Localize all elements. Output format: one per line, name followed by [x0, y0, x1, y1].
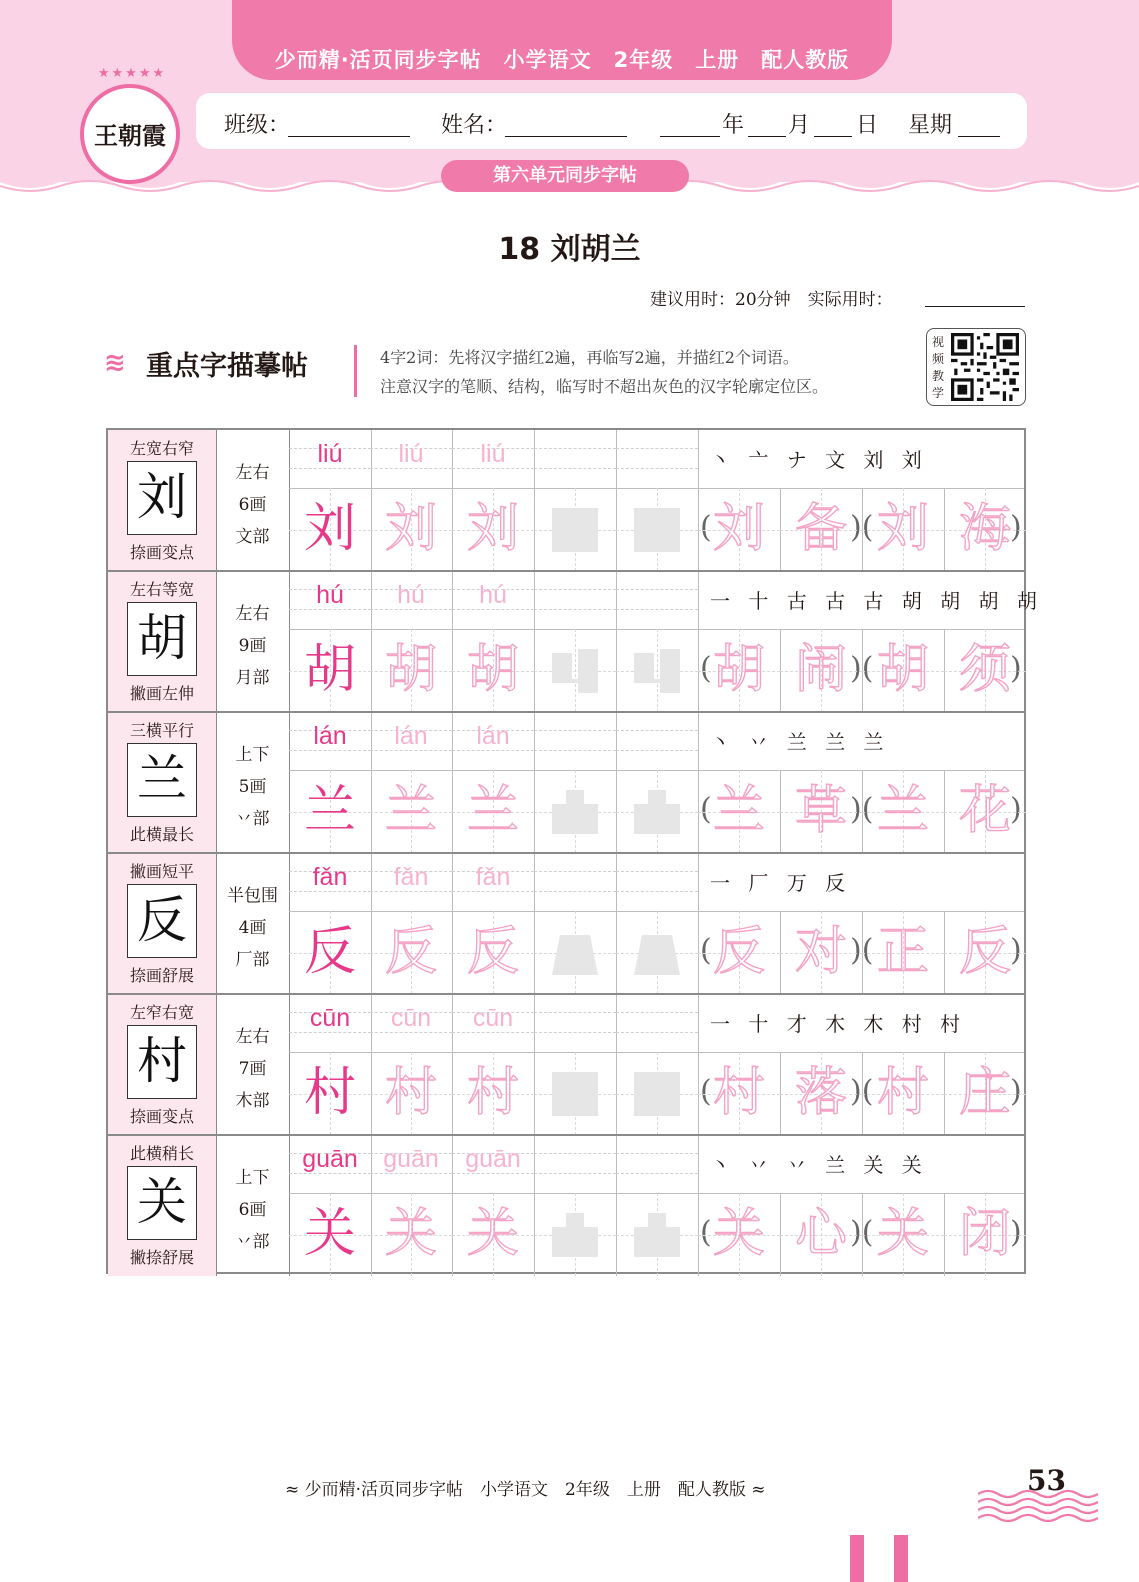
- pinyin: cūn: [309, 1004, 351, 1032]
- section-divider: [354, 345, 357, 397]
- word-area: ( )( ) 刘 备 刘 海: [698, 488, 1024, 571]
- writing-cell[interactable]: [289, 1193, 372, 1276]
- char-info: [216, 430, 290, 571]
- pinyin: cūn: [472, 1004, 514, 1032]
- radical-label: 月部: [235, 668, 270, 688]
- tip-bottom: 撇捺舒展: [129, 1248, 194, 1267]
- day-label: 日: [856, 113, 879, 138]
- pinyin-cell: [370, 853, 453, 912]
- trace-char[interactable]: 兰: [466, 781, 519, 841]
- writing-cell[interactable]: [616, 488, 699, 571]
- structure-label: 半包围: [227, 886, 278, 906]
- section-title: 重点字描摹帖: [146, 351, 308, 382]
- month-field[interactable]: [748, 136, 786, 137]
- outline-guide: [552, 1072, 598, 1116]
- word-trace-char[interactable]: 关: [876, 1204, 929, 1264]
- structure-label: 左右: [235, 1027, 270, 1047]
- pinyin-cell[interactable]: [616, 853, 699, 912]
- char-row: [108, 1135, 1024, 1276]
- pinyin-cell[interactable]: [616, 1135, 699, 1194]
- tip-panel: [108, 853, 217, 994]
- tip-top: 撇画短平: [129, 862, 194, 881]
- pinyin: hú: [397, 581, 425, 609]
- stroke-order: 丶 丷 丷 兰 关 关: [710, 1153, 928, 1177]
- writing-cell[interactable]: [534, 911, 617, 994]
- writing-cell[interactable]: [616, 911, 699, 994]
- trace-char[interactable]: 反: [384, 922, 437, 982]
- writing-cell[interactable]: [616, 770, 699, 853]
- pinyin-cell: [289, 994, 372, 1053]
- word-trace-char[interactable]: 刘: [876, 499, 929, 559]
- pinyin-cell[interactable]: [534, 1135, 617, 1194]
- unit-tab: 第六单元同步字帖: [441, 160, 689, 192]
- model-char: 反: [303, 922, 356, 982]
- demo-char: 村: [137, 1032, 187, 1090]
- radical-label: 厂部: [235, 950, 270, 970]
- word-trace-char[interactable]: 庄: [958, 1063, 1011, 1123]
- stroke-count: 6画: [238, 495, 267, 515]
- word-cell[interactable]: [862, 770, 945, 853]
- pinyin: lán: [394, 722, 428, 750]
- writing-cell[interactable]: [452, 1052, 535, 1135]
- pinyin: lán: [313, 722, 347, 750]
- word-trace-char[interactable]: 村: [712, 1063, 765, 1123]
- char-row: [108, 994, 1024, 1135]
- word-cell[interactable]: [862, 1052, 945, 1135]
- word-cell[interactable]: [698, 629, 781, 712]
- structure-label: 上下: [235, 1168, 270, 1188]
- series-title: 少而精·活页同步字帖 小学语文 2年级 上册 配人教版: [274, 48, 850, 72]
- year-field[interactable]: [660, 136, 720, 137]
- word-area: ( )( ) 胡 闹 胡 须: [698, 629, 1024, 712]
- pinyin: hú: [479, 581, 507, 609]
- word-area: ( )( ) 村 落 村 庄: [698, 1052, 1024, 1135]
- writing-cell[interactable]: [452, 488, 535, 571]
- lesson-title: 18 刘胡兰: [498, 232, 641, 267]
- word-trace-char[interactable]: 反: [712, 922, 765, 982]
- pinyin-cell[interactable]: [534, 853, 617, 912]
- page-edge-mark: [850, 1535, 864, 1582]
- tip-bottom: 捺画变点: [129, 1107, 194, 1126]
- trace-char[interactable]: 刘: [466, 499, 519, 559]
- pinyin-cell[interactable]: [616, 712, 699, 771]
- trace-char[interactable]: 村: [384, 1063, 437, 1123]
- outline-guide: [634, 931, 680, 975]
- stroke-order: 丶 亠 ナ 文 刘 刘: [710, 448, 928, 472]
- pinyin-cell: [289, 571, 372, 630]
- section-instruction-1: 4字2词：先将汉字描红2遍，再临写2遍，并描红2个词语。: [380, 348, 799, 367]
- demo-char: 刘: [137, 468, 187, 526]
- word-trace-char[interactable]: 须: [958, 640, 1011, 700]
- time-suggestion: 建议用时：20分钟 实际用时：: [650, 290, 893, 310]
- tip-panel: [108, 712, 217, 853]
- word-trace-char[interactable]: 闹: [794, 640, 847, 700]
- tip-top: 左右等宽: [129, 580, 194, 599]
- writing-cell[interactable]: [534, 488, 617, 571]
- pinyin: liú: [317, 440, 343, 468]
- writing-cell[interactable]: [289, 488, 372, 571]
- logo-name: 王朝霞: [94, 121, 166, 150]
- pinyin-cell: [370, 571, 453, 630]
- word-cell[interactable]: [944, 770, 1026, 853]
- actual-time-field[interactable]: [925, 306, 1025, 307]
- pinyin-cell[interactable]: [616, 994, 699, 1053]
- word-trace-char[interactable]: 兰: [712, 781, 765, 841]
- pinyin-cell: [289, 712, 372, 771]
- char-row: [108, 712, 1024, 853]
- pinyin: fǎn: [393, 863, 429, 891]
- writing-cell[interactable]: [452, 1193, 535, 1276]
- word-cell[interactable]: [780, 629, 863, 712]
- page-edge-mark: [894, 1535, 908, 1582]
- char-info: [216, 571, 290, 712]
- pinyin: fǎn: [475, 863, 511, 891]
- trace-char[interactable]: 胡: [466, 640, 519, 700]
- pinyin: lán: [476, 722, 510, 750]
- section-instruction-2: 注意汉字的笔顺、结构，临写时不超出灰色的汉字轮廓定位区。: [380, 377, 829, 396]
- trace-char[interactable]: 反: [466, 922, 519, 982]
- char-info: [216, 712, 290, 853]
- pinyin-cell: [452, 1135, 535, 1194]
- writing-cell[interactable]: [534, 1052, 617, 1135]
- char-info: [216, 994, 290, 1135]
- char-row: [108, 430, 1024, 571]
- tip-bottom: 捺画变点: [129, 543, 194, 562]
- stroke-order-cell: [698, 853, 1024, 912]
- word-trace-char[interactable]: 对: [794, 922, 847, 982]
- word-cell[interactable]: [862, 1193, 945, 1276]
- stroke-order-cell: [698, 430, 1024, 489]
- pinyin-cell[interactable]: [534, 571, 617, 630]
- stroke-count: 4画: [238, 918, 267, 938]
- name-field[interactable]: [505, 136, 627, 137]
- weekday-label: 星期: [908, 113, 953, 138]
- stroke-order-cell: [698, 712, 1024, 771]
- word-trace-char[interactable]: 胡: [876, 640, 929, 700]
- pinyin: hú: [316, 581, 344, 609]
- pinyin-cell: [370, 1135, 453, 1194]
- word-trace-char[interactable]: 村: [876, 1063, 929, 1123]
- writing-cell[interactable]: [452, 629, 535, 712]
- model-char: 关: [303, 1204, 356, 1264]
- year-label: 年: [722, 113, 745, 138]
- outline-guide: [634, 790, 680, 834]
- structure-label: 左右: [235, 604, 270, 624]
- trace-char[interactable]: 刘: [384, 499, 437, 559]
- word-area: ( )( ) 反 对 正 反: [698, 911, 1024, 994]
- qr-code-icon[interactable]: [950, 333, 1020, 401]
- word-cell[interactable]: [780, 488, 863, 571]
- name-label: 姓名：: [441, 113, 508, 138]
- word-cell[interactable]: [698, 1193, 781, 1276]
- writing-cell[interactable]: [370, 629, 453, 712]
- pinyin-cell[interactable]: [534, 712, 617, 771]
- structure-label: 上下: [235, 745, 270, 765]
- stroke-order: 丶 丷 兰 兰 兰: [710, 730, 890, 754]
- pinyin-cell[interactable]: [534, 430, 617, 489]
- writing-cell[interactable]: [370, 1193, 453, 1276]
- page-number: 53: [1027, 1464, 1066, 1497]
- pinyin-cell: [370, 712, 453, 771]
- pinyin-cell: [452, 430, 535, 489]
- word-trace-char[interactable]: 正: [876, 922, 929, 982]
- pinyin-cell: [452, 571, 535, 630]
- word-cell[interactable]: [780, 770, 863, 853]
- tip-bottom: 捺画舒展: [129, 966, 194, 985]
- month-label: 月: [788, 113, 811, 138]
- tip-top: 三横平行: [129, 721, 194, 740]
- demo-char: 关: [137, 1173, 187, 1231]
- stroke-order-cell: [698, 994, 1024, 1053]
- char-info: [216, 853, 290, 994]
- footer-wave-icon: [978, 1488, 1098, 1522]
- writing-cell[interactable]: [534, 1193, 617, 1276]
- word-cell[interactable]: [944, 1052, 1026, 1135]
- stroke-order: 一 十 才 木 木 村 村: [710, 1012, 967, 1036]
- pinyin-cell: [370, 430, 453, 489]
- pinyin-cell[interactable]: [616, 571, 699, 630]
- writing-cell[interactable]: [534, 770, 617, 853]
- word-cell[interactable]: [944, 911, 1026, 994]
- word-area: ( )( ) 关 心 关 闭: [698, 1193, 1024, 1276]
- student-info-box: [196, 93, 1027, 149]
- writing-cell[interactable]: [289, 629, 372, 712]
- pinyin: liú: [398, 440, 424, 468]
- demo-char: 胡: [137, 609, 187, 667]
- word-trace-char[interactable]: 兰: [876, 781, 929, 841]
- outline-guide: [552, 649, 598, 693]
- word-cell[interactable]: [780, 1193, 863, 1276]
- word-cell[interactable]: [862, 629, 945, 712]
- pinyin-cell: [452, 994, 535, 1053]
- word-trace-char[interactable]: 关: [712, 1204, 765, 1264]
- stroke-order: 一 厂 万 反: [710, 871, 852, 895]
- pinyin-cell[interactable]: [616, 430, 699, 489]
- word-trace-char[interactable]: 闭: [958, 1204, 1011, 1264]
- writing-cell[interactable]: [452, 911, 535, 994]
- tip-panel: [108, 430, 217, 571]
- radical-label: 丷部: [235, 809, 270, 829]
- word-trace-char[interactable]: 反: [958, 922, 1011, 982]
- stroke-count: 5画: [238, 777, 267, 797]
- outline-guide: [552, 508, 598, 552]
- tip-top: 此横稍长: [129, 1144, 194, 1163]
- demo-char: 反: [137, 891, 187, 949]
- word-trace-char[interactable]: 落: [794, 1063, 847, 1123]
- stroke-order-cell: [698, 1135, 1024, 1194]
- pinyin: cūn: [390, 1004, 432, 1032]
- trace-char[interactable]: 关: [466, 1204, 519, 1264]
- tip-bottom: 此横最长: [129, 825, 194, 844]
- writing-cell[interactable]: [289, 1052, 372, 1135]
- outline-guide: [634, 1213, 680, 1257]
- writing-cell[interactable]: [616, 1193, 699, 1276]
- word-trace-char[interactable]: 刘: [712, 499, 765, 559]
- tip-top: 左窄右宽: [129, 1003, 194, 1022]
- writing-cell[interactable]: [370, 770, 453, 853]
- structure-label: 左右: [235, 463, 270, 483]
- day-field[interactable]: [814, 136, 852, 137]
- outline-guide: [634, 508, 680, 552]
- word-cell[interactable]: [698, 488, 781, 571]
- pinyin-cell: [452, 712, 535, 771]
- pinyin: guān: [302, 1145, 358, 1173]
- pinyin-cell[interactable]: [534, 994, 617, 1053]
- trace-char[interactable]: 村: [466, 1063, 519, 1123]
- word-trace-char[interactable]: 草: [794, 781, 847, 841]
- writing-cell[interactable]: [534, 629, 617, 712]
- class-label: 班级：: [224, 113, 291, 138]
- writing-cell[interactable]: [289, 911, 372, 994]
- word-cell[interactable]: [862, 911, 945, 994]
- outline-guide: [552, 1213, 598, 1257]
- word-cell[interactable]: [780, 911, 863, 994]
- model-char: 胡: [303, 640, 356, 700]
- demo-char: 兰: [137, 750, 187, 808]
- model-char: 兰: [303, 781, 356, 841]
- model-char: 刘: [303, 499, 356, 559]
- pinyin: liú: [480, 440, 506, 468]
- word-cell[interactable]: [862, 488, 945, 571]
- stroke-count: 7画: [238, 1059, 267, 1079]
- outline-guide: [552, 931, 598, 975]
- pinyin-cell: [289, 1135, 372, 1194]
- pinyin-cell: [289, 853, 372, 912]
- word-cell[interactable]: [698, 1052, 781, 1135]
- pinyin-cell: [370, 994, 453, 1053]
- pinyin-cell: [289, 430, 372, 489]
- footer-series: ≈ 少而精·活页同步字帖 小学语文 2年级 上册 配人教版 ≈: [285, 1480, 766, 1500]
- char-row: [108, 571, 1043, 712]
- writing-cell[interactable]: [452, 770, 535, 853]
- tip-bottom: 撇画左伸: [129, 684, 194, 703]
- weekday-field[interactable]: [958, 136, 1000, 137]
- outline-guide: [552, 790, 598, 834]
- practice-table: [106, 428, 1043, 1274]
- pinyin: guān: [465, 1145, 521, 1173]
- outline-guide: [634, 649, 680, 693]
- radical-label: 木部: [235, 1091, 270, 1111]
- word-cell[interactable]: [944, 488, 1026, 571]
- word-trace-char[interactable]: 备: [794, 499, 847, 559]
- class-field[interactable]: [288, 136, 410, 137]
- radical-label: 文部: [235, 527, 270, 547]
- stroke-count: 9画: [238, 636, 267, 656]
- stroke-count: 6画: [238, 1200, 267, 1220]
- pinyin: guān: [383, 1145, 439, 1173]
- word-cell[interactable]: [944, 1193, 1026, 1276]
- wave-icon: ≋: [104, 348, 126, 378]
- word-cell[interactable]: [698, 911, 781, 994]
- writing-cell[interactable]: [289, 770, 372, 853]
- tip-panel: [108, 994, 217, 1135]
- word-trace-char[interactable]: 心: [794, 1204, 847, 1264]
- pinyin: fǎn: [312, 863, 348, 891]
- word-cell[interactable]: [780, 1052, 863, 1135]
- tip-panel: [108, 1135, 217, 1276]
- tip-panel: [108, 571, 217, 712]
- writing-cell[interactable]: [370, 488, 453, 571]
- trace-char[interactable]: 兰: [384, 781, 437, 841]
- trace-char[interactable]: 胡: [384, 640, 437, 700]
- word-trace-char[interactable]: 海: [958, 499, 1011, 559]
- char-row: [108, 853, 1024, 994]
- stroke-order: 一 十 古 古 古 胡 胡 胡 胡: [710, 589, 1043, 613]
- stroke-order-cell: [698, 571, 1043, 630]
- writing-cell[interactable]: [370, 1052, 453, 1135]
- trace-char[interactable]: 关: [384, 1204, 437, 1264]
- word-cell[interactable]: [944, 629, 1026, 712]
- writing-cell[interactable]: [616, 1052, 699, 1135]
- outline-guide: [634, 1072, 680, 1116]
- pinyin-cell: [452, 853, 535, 912]
- writing-cell[interactable]: [370, 911, 453, 994]
- model-char: 村: [303, 1063, 356, 1123]
- star-icons: ★★★★★: [97, 66, 167, 81]
- tip-top: 左宽右窄: [129, 439, 194, 458]
- writing-cell[interactable]: [616, 629, 699, 712]
- qr-label: 视频教学: [932, 335, 945, 400]
- word-trace-char[interactable]: 花: [958, 781, 1011, 841]
- radical-label: 丷部: [235, 1232, 270, 1252]
- word-trace-char[interactable]: 胡: [712, 640, 765, 700]
- char-info: [216, 1135, 290, 1276]
- word-area: ( )( ) 兰 草 兰 花: [698, 770, 1024, 853]
- word-cell[interactable]: [698, 770, 781, 853]
